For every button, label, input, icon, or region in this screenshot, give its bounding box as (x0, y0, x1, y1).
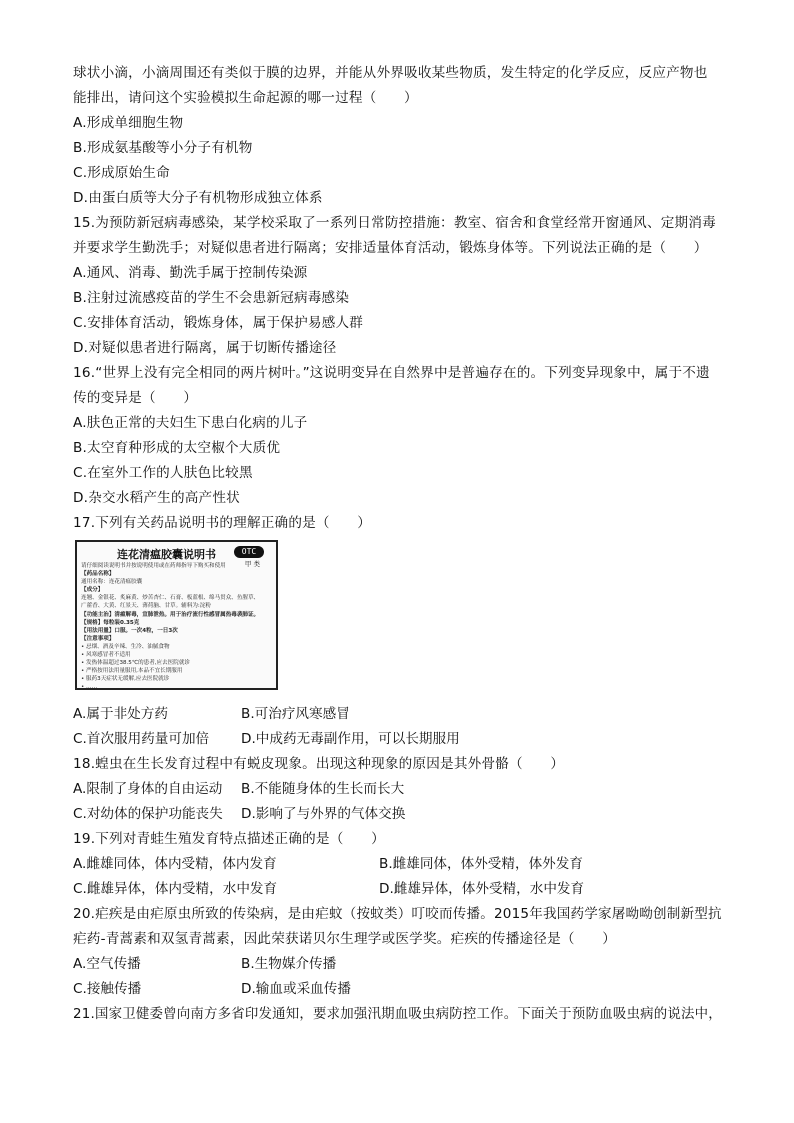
option-d: D.杂交水稻产生的高产性状 (73, 490, 240, 506)
question-15-stem: 15.为预防新冠病毒感染，某学校采取了一系列日常防控措施：教室、宿舍和食堂经常开窗通风、定期消毒 (73, 215, 716, 231)
question-15-stem: 并要求学生勤洗手；对疑似患者进行隔离；安排适量体育活动，锻炼身体等。下列说法正确的是（ ） (73, 240, 708, 256)
leaflet-row: • …… (81, 684, 98, 690)
leaflet-row: • 发热体温超过38.5℃的患者,应去医院就诊 (81, 660, 190, 667)
leaflet-row: • 服药3天症状无缓解,应去医院就诊 (81, 676, 170, 683)
option-a: A.雌雄同体，体内受精，体内发育 (73, 856, 277, 872)
leaflet-body (81, 562, 272, 690)
option-c: C.接触传播 (73, 981, 142, 997)
option-d: D.雌雄异体，体外受精，水中发育 (379, 881, 585, 897)
option-b: B.注射过流感疫苗的学生不会患新冠病毒感染 (73, 290, 350, 306)
option-a: A.属于非处方药 (73, 706, 168, 722)
question-19-stem: 19.下列对青蛙生殖发育特点描述正确的是（ ） (73, 831, 385, 847)
option-c: C.雌雄异体，体内受精，水中发育 (73, 881, 278, 897)
option-b: B.可治疗风寒感冒 (241, 706, 350, 722)
option-d: D.对疑似患者进行隔离，属于切断传播途径 (73, 340, 337, 356)
option-a: A.形成单细胞生物 (73, 115, 184, 131)
question-21-stem: 21.国家卫健委曾向南方多省印发通知，要求加强汛期血吸虫病防控工作。下面关于预防血吸虫病的说法中， (73, 1006, 722, 1022)
option-a: A.肤色正常的夫妇生下患白化病的儿子 (73, 415, 308, 431)
option-d: D.输血或采血传播 (241, 981, 351, 997)
otc-badge: OTC (234, 546, 264, 558)
option-b: B.形成氨基酸等小分子有机物 (73, 140, 253, 156)
leaflet-row: 【用法用量】口服。一次4粒，一日3次 (81, 627, 178, 634)
question-20-stem: 疟药-青蒿素和双氢青蒿素，因此荣获诺贝尔生理学或医学奖。疟疾的传播途径是（ ） (73, 931, 617, 947)
option-c: C.对幼体的保护功能丧失 (73, 806, 223, 822)
option-d: D.影响了与外界的气体交换 (241, 806, 406, 822)
question-17-stem: 17.下列有关药品说明书的理解正确的是（ ） (73, 515, 372, 531)
option-a: A.通风、消毒、勤洗手属于控制传染源 (73, 265, 308, 281)
option-c: C.在室外工作的人肤色比较黑 (73, 465, 253, 481)
question-18-stem: 18.蝗虫在生长发育过程中有蜕皮现象。出现这种现象的原因是其外骨骼（ ） (73, 756, 565, 772)
option-c: C.安排体育活动，锻炼身体，属于保护易感人群 (73, 315, 364, 331)
leaflet-row: • 忌烟、酒及辛辣、生冷、油腻食物 (81, 643, 170, 650)
question-16-stem: 传的变异是（ ） (73, 390, 198, 406)
option-c: C.形成原始生命 (73, 165, 170, 181)
text-line: 能排出，请问这个实验模拟生命起源的哪一过程（ ） (73, 90, 418, 106)
text-line: 球状小滴，小滴周围还有类似于膜的边界，并能从外界吸收某些物质，发生特定的化学反应，反应产物也 (73, 65, 708, 81)
option-a: A.限制了身体的自由运动 (73, 781, 223, 797)
question-20-stem: 20.疟疾是由疟原虫所致的传染病，是由疟蚊（按蚊类）叮咬而传播。2015年我国药学家屠呦呦创制新型抗 (73, 906, 722, 922)
option-b: B.太空育种形成的太空椒个大质优 (73, 440, 281, 456)
leaflet-row: 【成分】 (81, 587, 104, 594)
leaflet-row: 【注意事项】 (81, 635, 115, 642)
leaflet-row: 请仔细阅读说明书并按说明使用或在药师指导下购买和使用 (81, 563, 226, 569)
leaflet-row: 广藿香、大黄、红景天、薄荷脑、甘草。辅料为:淀粉 (81, 603, 211, 610)
leaflet-category: 甲 类 (244, 560, 260, 568)
leaflet-row: • 风寒感冒者不适用 (81, 652, 131, 659)
question-16-stem: 16.“世界上没有完全相同的两片树叶。”这说明变异在自然界中是普遍存在的。下列变异现象中，属于不遗 (73, 365, 710, 381)
option-c: C.首次服用药量可加倍 (73, 731, 210, 747)
option-a: A.空气传播 (73, 956, 141, 972)
leaflet-row: 【功能主治】清瘟解毒，宣肺泄热。用于治疗流行性感冒属热毒袭肺证。 (81, 611, 260, 618)
leaflet-title: 连花清瘟胶囊说明书 (117, 548, 216, 561)
option-b: B.不能随身体的生长而长大 (241, 781, 405, 797)
option-d: D.中成药无毒副作用，可以长期服用 (241, 731, 460, 747)
option-b: B.雌雄同体，体外受精，体外发育 (379, 856, 583, 872)
option-b: B.生物媒介传播 (241, 956, 337, 972)
leaflet-row: • 严格按用法用量服用,本品不宜长期服用 (81, 668, 183, 675)
medicine-leaflet-image (75, 540, 278, 690)
option-d: D.由蛋白质等大分子有机物形成独立体系 (73, 190, 323, 206)
leaflet-row: 【规格】每粒装0.35克 (81, 619, 140, 626)
leaflet-row: 【药品名称】 (81, 571, 115, 578)
leaflet-row: 通用名称：连花清瘟胶囊 (81, 579, 143, 586)
leaflet-row: 连翘、金银花、炙麻黄、炒苦杏仁、石膏、板蓝根、绵马贯众、鱼腥草、 (81, 595, 260, 602)
